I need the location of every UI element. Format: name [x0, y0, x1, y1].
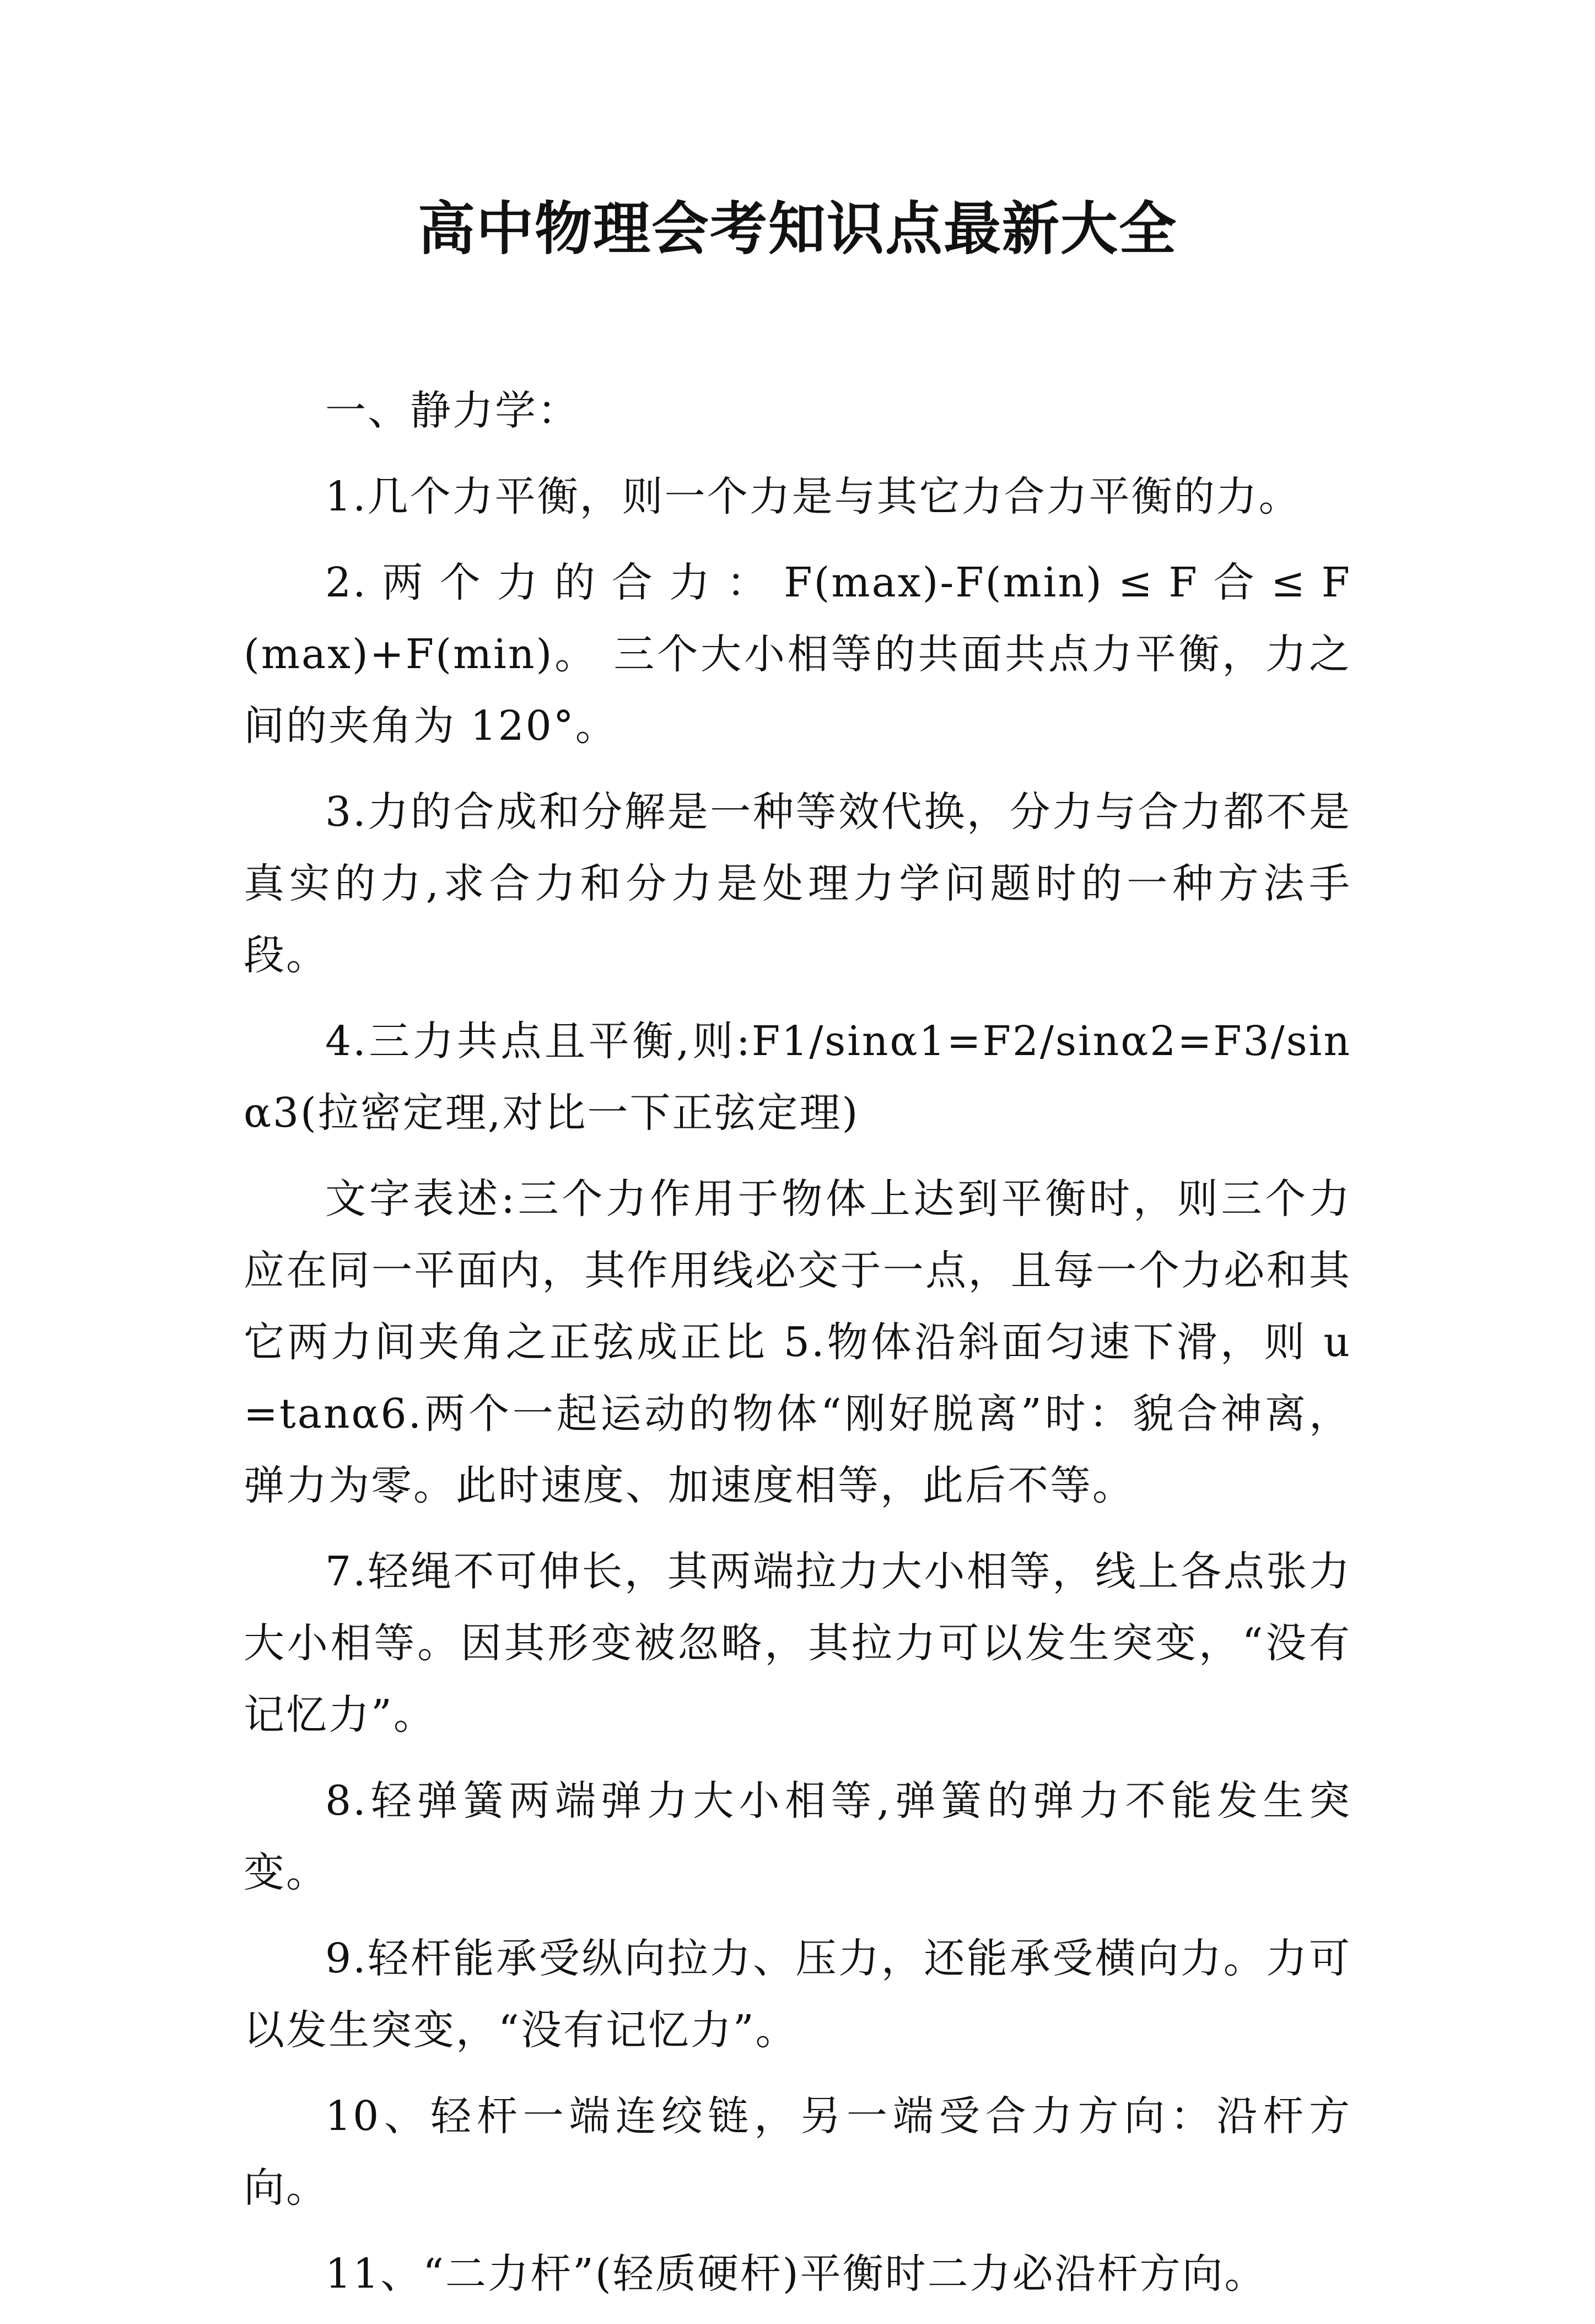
paragraph-11: 11、“二力杆”(轻质硬杆)平衡时二力必沿杆方向。: [325, 2250, 1267, 2298]
paragraph-10: 10、轻杆一端连绞链，另一端受合力方向：沿杆方向。: [244, 2092, 1351, 2212]
document-body: [244, 375, 1351, 2324]
paragraph-3: 3.力的合成和分解是一种等效代换，分力与合力都不是真实的力,求合力和分力是处理力学问题时的一种方法手段。: [244, 788, 1351, 979]
paragraph-text-statement: 文字表述:三个力作用于物体上达到平衡时，则三个力应在同一平面内，其作用线必交于一点，且每一个力必和其它两力间夹角之正弦成正比 5.物体沿斜面匀速下滑，则 u=tanα6.两个一起运动的物体“刚好脱离”时：貌合神离，弹力为零。此时速度、加速度相等，此后不等。: [244, 1175, 1351, 1509]
paragraph-2: 2. 两 个 力 的 合 力 ： F(max)-F(min) ≤ F 合 ≤ F(max)+F(min)。 三个大小相等的共面共点力平衡，力之间的夹角为 120°。: [244, 559, 1351, 750]
paragraph-7: 7.轻绳不可伸长，其两端拉力大小相等，线上各点张力大小相等。因其形变被忽略，其拉力可以发生突变，“没有记忆力”。: [244, 1548, 1351, 1739]
paragraph-8: 8.轻弹簧两端弹力大小相等,弹簧的弹力不能发生突变。: [244, 1777, 1351, 1896]
paragraph-9: 9.轻杆能承受纵向拉力、压力，还能承受横向力。力可以发生突变，“没有记忆力”。: [244, 1935, 1351, 2054]
paragraph-4: 4.三力共点且平衡,则:F1/sinα1=F2/sinα2=F3/sinα3(拉密定理,对比一下正弦定理): [244, 1018, 1351, 1137]
document-title: 高中物理会考知识点最新大全: [417, 195, 1177, 262]
paragraph-1: 1.几个力平衡，则一个力是与其它力合力平衡的力。: [325, 473, 1301, 520]
section-heading-statics: 一、静力学：: [325, 387, 580, 434]
